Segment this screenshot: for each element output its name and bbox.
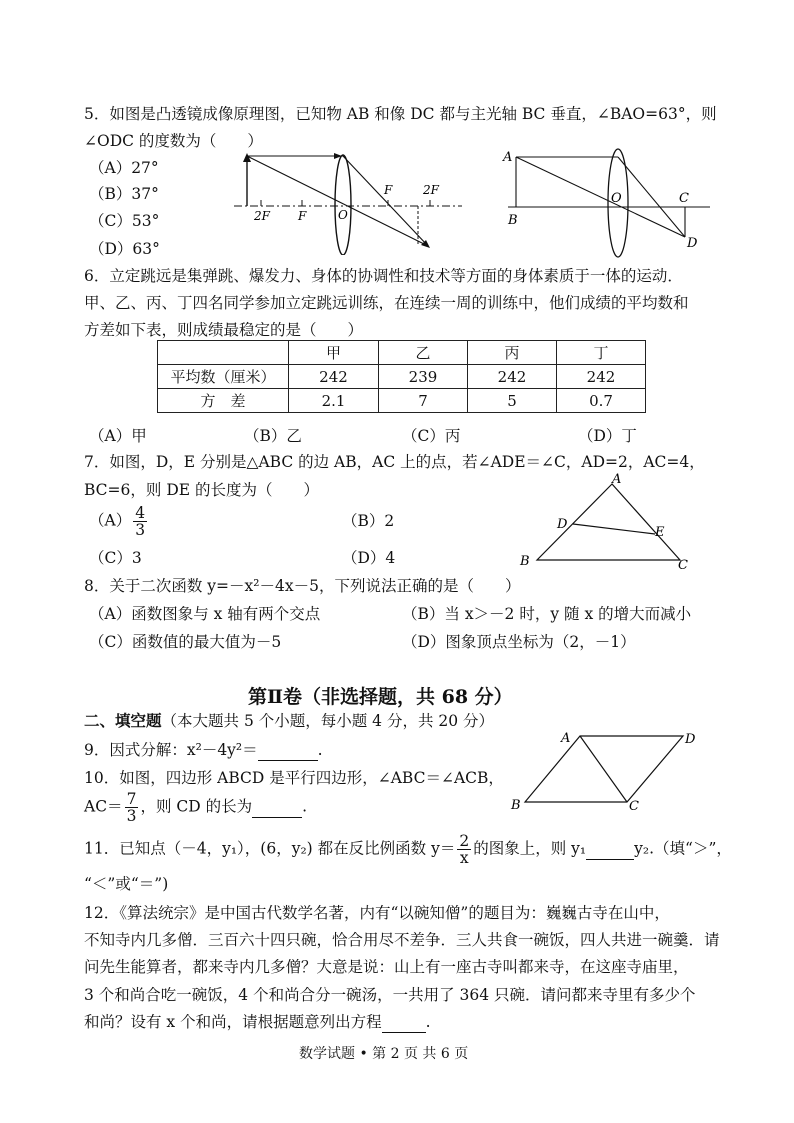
q10-prefix: AC＝ xyxy=(84,797,123,816)
table-cell: 甲 xyxy=(289,341,379,365)
table-cell: 丙 xyxy=(468,341,557,365)
q12-line4: 3 个和尚合吃一碗饭，4 个和尚合分一碗汤，一共用了 364 只碗．请问都来寺里有多少个 xyxy=(84,986,696,1004)
table-cell: 方 差 xyxy=(158,389,289,413)
q7-option-b[interactable]: （B）2 xyxy=(342,512,395,530)
fraction-denominator: 3 xyxy=(135,521,146,539)
q6-stats-table xyxy=(157,340,646,413)
diagonal-ac xyxy=(580,736,627,802)
label-e: E xyxy=(655,525,665,540)
q11-fraction xyxy=(457,833,471,866)
q10-parallelogram-figure xyxy=(505,722,720,814)
refracted-ray xyxy=(343,156,428,246)
q10-fraction xyxy=(125,791,139,824)
label-2f-right: 2F xyxy=(423,183,439,197)
lens-ellipse xyxy=(335,155,351,255)
q6-option-c[interactable]: （C）丙 xyxy=(402,427,461,445)
q12-line1: 12．《算法统宗》是中国古代数学名著，内有“以碗知僧”的题目为：巍巍古寺在山中， xyxy=(84,904,670,922)
q9 xyxy=(84,740,323,761)
q11-suffix: y₂.（填“＞”， xyxy=(634,839,732,858)
fraction-denominator: 3 xyxy=(126,807,137,825)
table-row xyxy=(158,365,646,389)
section-title: 第Ⅱ卷（非选择题，共 68 分） xyxy=(248,686,513,708)
table-cell: 239 xyxy=(379,365,468,389)
fraction-denominator: x xyxy=(459,849,469,867)
label-f-left: F xyxy=(298,209,307,223)
q12-tail: . xyxy=(425,1013,431,1031)
q5-line1: 5．如图是凸透镜成像原理图，已知物 AB 和像 DC 都与主光轴 BC 垂直，∠BAO=63°，则 xyxy=(84,105,717,123)
q5-option-a[interactable]: （A）27° xyxy=(89,159,159,177)
label-c: C xyxy=(679,191,689,206)
q12-line2: 不知寺内几多僧．三百六十四只碗，恰合用尽不差争．三人共食一碗饭，四人共进一碗羹．请 xyxy=(84,931,720,949)
q6-line2: 甲、乙、丙、丁四名同学参加立定跳远训练，在连续一周的训练中，他们成绩的平均数和 xyxy=(84,294,689,312)
table-cell: 平均数（厘米） xyxy=(158,365,289,389)
q6-line1: 6．立定跳远是集弹跳、爆发力、身体的协调性和技术等方面的身体素质于一体的运动． xyxy=(84,267,683,285)
q8-option-d[interactable]: （D）图象顶点坐标为（2，－1） xyxy=(402,633,636,651)
q7-option-a-fraction xyxy=(133,505,147,538)
q8-option-a[interactable]: （A）函数图象与 x 轴有两个交点 xyxy=(89,605,321,623)
section-heading-note: （本大题共 5 个小题，每小题 4 分，共 20 分） xyxy=(161,712,495,730)
q5-lens-figure-2 xyxy=(498,145,718,260)
q11-answer-blank[interactable] xyxy=(586,839,634,860)
q5-line2: ∠ODC 的度数为（ ） xyxy=(84,132,263,150)
table-cell: 丁 xyxy=(557,341,646,365)
q7-triangle-figure xyxy=(515,472,695,574)
q8-option-b[interactable]: （B）当 x＞－2 时，y 随 x 的增大而减小 xyxy=(402,605,692,623)
label-b: B xyxy=(508,213,518,228)
q11-line1 xyxy=(84,833,732,866)
label-a: A xyxy=(612,472,622,487)
label-d: D xyxy=(687,236,698,251)
label-f-right: F xyxy=(384,183,393,197)
q12-text: 和尚？设有 x 个和尚，请根据题意列出方程 xyxy=(84,1013,382,1031)
q7-option-a[interactable] xyxy=(89,505,149,538)
table-header-row xyxy=(158,341,646,365)
image-arrowhead xyxy=(421,240,430,248)
q12-line5 xyxy=(84,1012,431,1033)
q5-option-c[interactable]: （C）53° xyxy=(89,212,160,230)
q5-lens-figure-1 xyxy=(230,150,470,255)
label-a: A xyxy=(561,731,571,746)
q6-line3: 方差如下表，则成绩最稳定的是（ ） xyxy=(84,321,364,339)
table-cell xyxy=(158,341,289,365)
q7-option-a-prefix: （A） xyxy=(89,511,132,530)
segment-ad xyxy=(516,157,685,237)
table-cell: 5 xyxy=(468,389,557,413)
section-heading xyxy=(84,711,494,731)
q11-line2: “＜”或“＝”) xyxy=(84,875,169,893)
q12-line3: 问先生能算者，都来寺内几多僧？大意是说：山上有一座古寺叫都来寺，在这座寺庙里， xyxy=(84,958,689,976)
label-2f-left: 2F xyxy=(254,209,270,223)
q10-line1: 10．如图，四边形 ABCD 是平行四边形，∠ABC＝∠ACB， xyxy=(84,769,504,787)
q5-option-d[interactable]: （D）63° xyxy=(89,240,160,258)
label-o: O xyxy=(338,208,348,222)
fraction-numerator: 2 xyxy=(459,832,470,850)
q6-option-b[interactable]: （B）乙 xyxy=(244,427,302,445)
q6-option-a[interactable]: （A）甲 xyxy=(89,427,147,445)
table-cell: 7 xyxy=(379,389,468,413)
q8-option-c[interactable]: （C）函数值的最大值为－5 xyxy=(89,633,282,651)
table-cell: 乙 xyxy=(379,341,468,365)
label-b: B xyxy=(511,798,521,813)
q7-option-d[interactable]: （D）4 xyxy=(342,549,396,567)
q9-tail: . xyxy=(317,741,323,759)
table-cell: 242 xyxy=(289,365,379,389)
q10-suffix: ，则 CD 的长为 xyxy=(140,797,253,816)
q7-option-c[interactable]: （C）3 xyxy=(89,549,142,567)
q10-answer-blank[interactable] xyxy=(252,797,302,818)
q8-line1: 8．关于二次函数 y=－x²－4x－5，下列说法正确的是（ ） xyxy=(84,577,521,595)
table-cell: 242 xyxy=(557,365,646,389)
label-a: A xyxy=(503,150,513,165)
table-row xyxy=(158,389,646,413)
page-footer: 数学试题 • 第 2 页 共 6 页 xyxy=(299,1046,469,1062)
q9-text: 9．因式分解：x²－4y²＝ xyxy=(84,741,258,759)
section-heading-label: 二、填空题 xyxy=(84,711,162,730)
label-o2: O xyxy=(611,191,622,206)
label-d: D xyxy=(557,517,568,532)
q11-prefix: 11．已知点（－4，y₁），(6，y₂) 都在反比例函数 y＝ xyxy=(84,839,456,858)
table-cell: 242 xyxy=(468,365,557,389)
fraction-numerator: 7 xyxy=(126,790,137,808)
q10-tail: . xyxy=(302,797,308,816)
label-d: D xyxy=(685,732,696,747)
table-cell: 0.7 xyxy=(557,389,646,413)
q10-line2 xyxy=(84,791,307,824)
q9-answer-blank[interactable] xyxy=(258,740,318,761)
label-c: C xyxy=(678,558,688,573)
q12-answer-blank[interactable] xyxy=(382,1012,426,1033)
q5-option-b[interactable]: （B）37° xyxy=(89,185,159,203)
q7-line2: BC=6，则 DE 的长度为（ ） xyxy=(84,481,319,499)
fraction-numerator: 4 xyxy=(135,504,146,522)
q6-option-d[interactable]: （D）丁 xyxy=(578,427,637,445)
q7-line1: 7．如图，D，E 分别是△ABC 的边 AB，AC 上的点，若∠ADE＝∠C，AD=2，AC=4， xyxy=(84,453,705,471)
table-cell: 2.1 xyxy=(289,389,379,413)
q11-mid: 的图象上，则 y₁ xyxy=(473,839,587,858)
segment-de xyxy=(573,524,655,534)
label-b: B xyxy=(520,554,530,569)
label-c: C xyxy=(629,799,639,814)
